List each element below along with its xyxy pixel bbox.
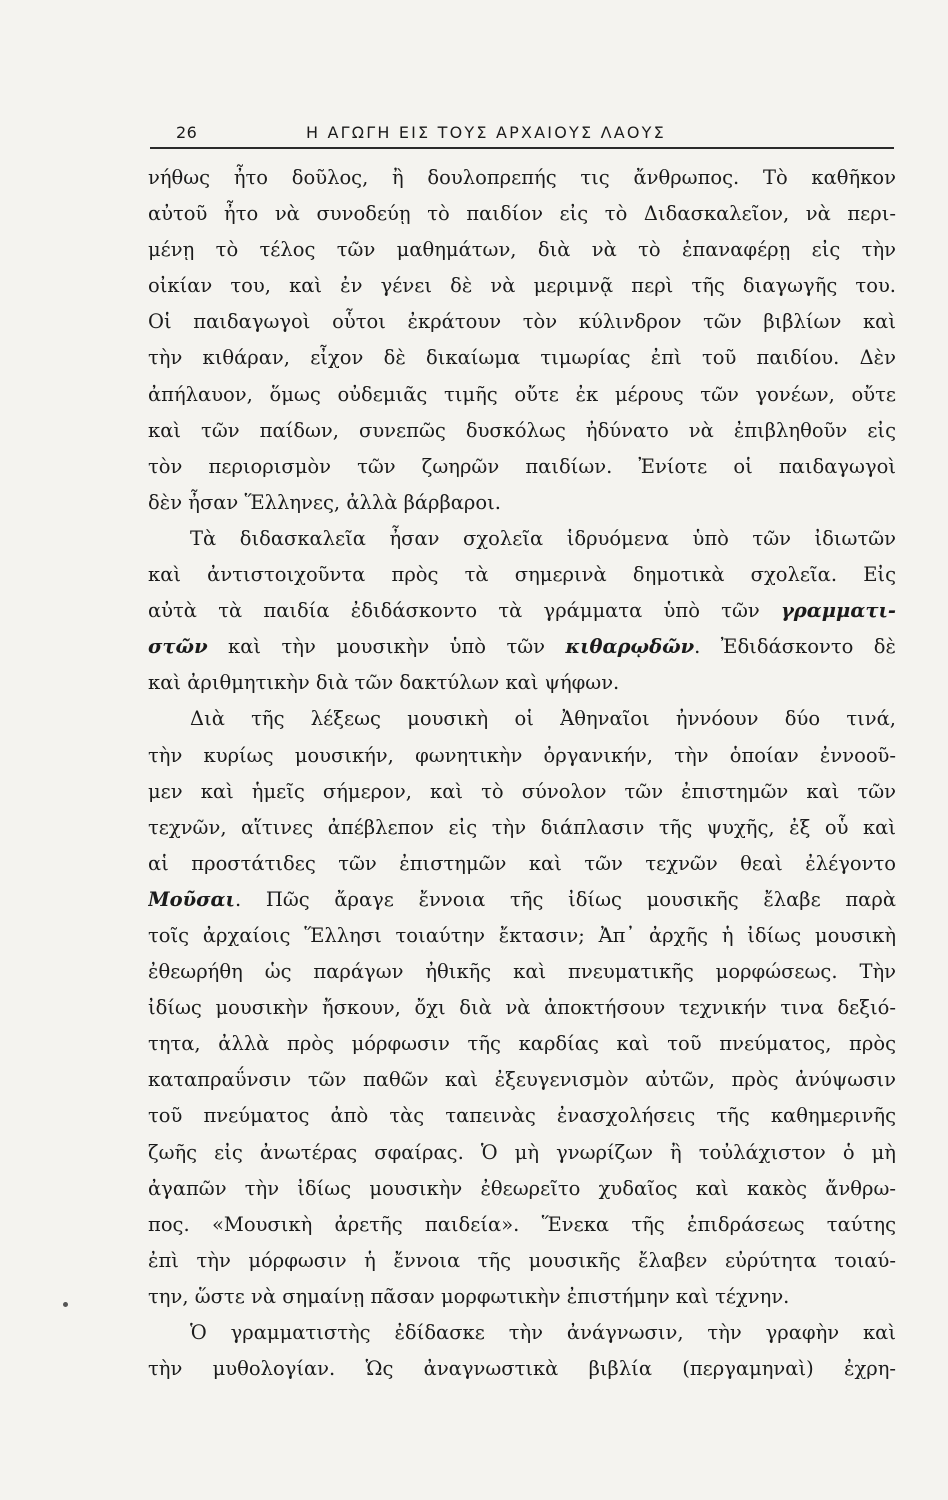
text-line: δὲν ἦσαν Ἕλληνες, ἀλλὰ βάρβαροι.	[148, 490, 501, 514]
body-text	[148, 160, 896, 1387]
text-line: τεχνῶν, αἵτινες ἀπέβλεπον εἰς τὴν διάπλασιν τῆς ψυχῆς, ἐξ οὗ καὶ	[148, 815, 896, 839]
text-line: καὶ ἀντιστοιχοῦντα πρὸς τὰ σημερινὰ δημοτικὰ σχολεῖα. Εἰς	[148, 563, 896, 587]
text-line: μένῃ τὸ τέλος τῶν μαθημάτων, διὰ νὰ τὸ ἐπαναφέρῃ εἰς τὴν	[148, 238, 896, 262]
text-line: ζωῆς εἰς ἀνωτέρας σφαίρας. Ὁ μὴ γνωρίζων ἢ τοὐλάχιστον ὁ μὴ	[148, 1140, 896, 1164]
page-header	[150, 123, 890, 147]
line-segment: αὐτὰ τὰ παιδία ἐδιδάσκοντο τὰ γράμματα ὑπὸ τῶν	[148, 599, 781, 623]
text-line: ἀγαπῶν τὴν ἰδίως μουσικὴν ἐθεωρεῖτο χυδαῖος καὶ κακὸς ἄνθρω-	[148, 1176, 896, 1200]
text-line	[148, 593, 896, 629]
text-line: καταπραΰνσιν τῶν παθῶν καὶ ἐξευγενισμὸν αὐτῶν, πρὸς ἀνύψωσιν	[148, 1068, 896, 1092]
text-line: καὶ τῶν παίδων, συνεπῶς δυσκόλως ἠδύνατο νὰ ἐπιβληθοῦν εἰς	[148, 418, 896, 442]
text-line: ἰδίως μουσικὴν ἤσκουν, ὄχι διὰ νὰ ἀποκτήσουν τεχνικήν τινα δεξιό-	[148, 996, 896, 1020]
text-line: Οἱ παιδαγωγοὶ οὗτοι ἐκράτουν τὸν κύλινδρον τῶν βιβλίων καὶ	[148, 310, 896, 334]
text-line: οἰκίαν του, καὶ ἐν γένει δὲ νὰ μεριμνᾷ περὶ τῆς διαγωγῆς του.	[148, 274, 896, 298]
text-line: Τὰ διδασκαλεῖα ἦσαν σχολεῖα ἱδρυόμενα ὑπὸ τῶν ἰδιωτῶν	[190, 526, 896, 550]
text-line: τὴν κιθάραν, εἶχον δὲ δικαίωμα τιμωρίας ἐπὶ τοῦ παιδίου. Δὲν	[148, 346, 896, 370]
running-title: Η ΑΓΩΓΗ ΕΙΣ ΤΟΥΣ ΑΡΧΑΙΟΥΣ ΛΑΟΥΣ	[306, 123, 666, 142]
text-line: μεν καὶ ἡμεῖς σήμερον, καὶ τὸ σύνολον τῶν ἐπιστημῶν καὶ τῶν	[148, 779, 896, 803]
line-segment: καὶ τὴν μουσικὴν ὑπὸ τῶν	[207, 635, 566, 659]
emphasis-grammatiston-end: στῶν	[148, 635, 208, 659]
text-line: τὴν κυρίως μουσικήν, φωνητικὴν ὀργανικήν, τὴν ὁποίαν ἐννοοῦ-	[148, 743, 896, 767]
text-line: τοῖς ἀρχαίοις Ἕλλησι τοιαύτην ἔκτασιν; Ἀπ᾽ ἀρχῆς ἡ ἰδίως μουσικὴ	[148, 923, 896, 947]
margin-dot	[63, 1302, 68, 1307]
text-line	[148, 629, 896, 665]
line-segment: . Πῶς ἄραγε ἔννοια τῆς ἰδίως μουσικῆς ἔλαβε παρὰ	[234, 887, 896, 911]
text-line	[148, 882, 896, 918]
text-line: καὶ ἀριθμητικὴν διὰ τῶν δακτύλων καὶ ψήφων.	[148, 671, 620, 695]
line-segment: . Ἐδιδάσκοντο δὲ	[694, 635, 896, 659]
text-line: Ὁ γραμματιστὴς ἐδίδασκε τὴν ἀνάγνωσιν, τὴν γραφὴν καὶ	[190, 1321, 896, 1344]
text-line: νήθως ἦτο δοῦλος, ἢ δουλοπρεπής τις ἄνθρωπος. Τὸ καθῆκον	[148, 166, 896, 189]
text-line: ἐθεωρήθη ὡς παράγων ἠθικῆς καὶ πνευματικῆς μορφώσεως. Τὴν	[148, 960, 896, 984]
text-line: ἐπὶ τὴν μόρφωσιν ἡ ἔννοια τῆς μουσικῆς ἔλαβεν εὐρύτητα τοιαύ-	[148, 1248, 896, 1272]
text-line: τὸν περιορισμὸν τῶν ζωηρῶν παιδίων. Ἐνίοτε οἱ παιδαγωγοὶ	[148, 454, 896, 478]
text-line: πος. «Μουσικὴ ἀρετῆς παιδεία». Ἕνεκα τῆς ἐπιδράσεως ταύτης	[148, 1212, 896, 1236]
page-number: 26	[176, 123, 198, 142]
header-rule	[150, 147, 894, 149]
text-line: τοῦ πνεύματος ἀπὸ τὰς ταπεινὰς ἐνασχολήσεις τῆς καθημερινῆς	[148, 1104, 896, 1128]
emphasis-mousai: Μοῦσαι	[148, 887, 235, 911]
text-line: αὐτοῦ ἦτο νὰ συνοδεύῃ τὸ παιδίον εἰς τὸ Διδασκαλεῖον, νὰ περι-	[148, 202, 896, 226]
text-line: Διὰ τῆς λέξεως μουσικὴ οἱ Ἀθηναῖοι ἠννόουν δύο τινά,	[190, 707, 896, 731]
text-line: την, ὥστε νὰ σημαίνῃ πᾶσαν μορφωτικὴν ἐπιστήμην καὶ τέχνην.	[148, 1284, 790, 1308]
text-line: αἱ προστάτιδες τῶν ἐπιστημῶν καὶ τῶν τεχνῶν θεαὶ ἐλέγοντο	[148, 851, 896, 875]
text-line: τὴν μυθολογίαν. Ὡς ἀναγνωστικὰ βιβλία (περγαμηναὶ) ἐχρη-	[148, 1357, 896, 1381]
emphasis-grammatiston: γραμματι-	[780, 599, 896, 623]
text-line: τητα, ἀλλὰ πρὸς μόρφωσιν τῆς καρδίας καὶ τοῦ πνεύματος, πρὸς	[148, 1032, 896, 1056]
emphasis-kitharodon: κιθαρῳδῶν	[565, 635, 695, 659]
text-line: ἀπήλαυον, ὅμως οὐδεμιᾶς τιμῆς οὔτε ἐκ μέρους τῶν γονέων, οὔτε	[148, 382, 896, 406]
